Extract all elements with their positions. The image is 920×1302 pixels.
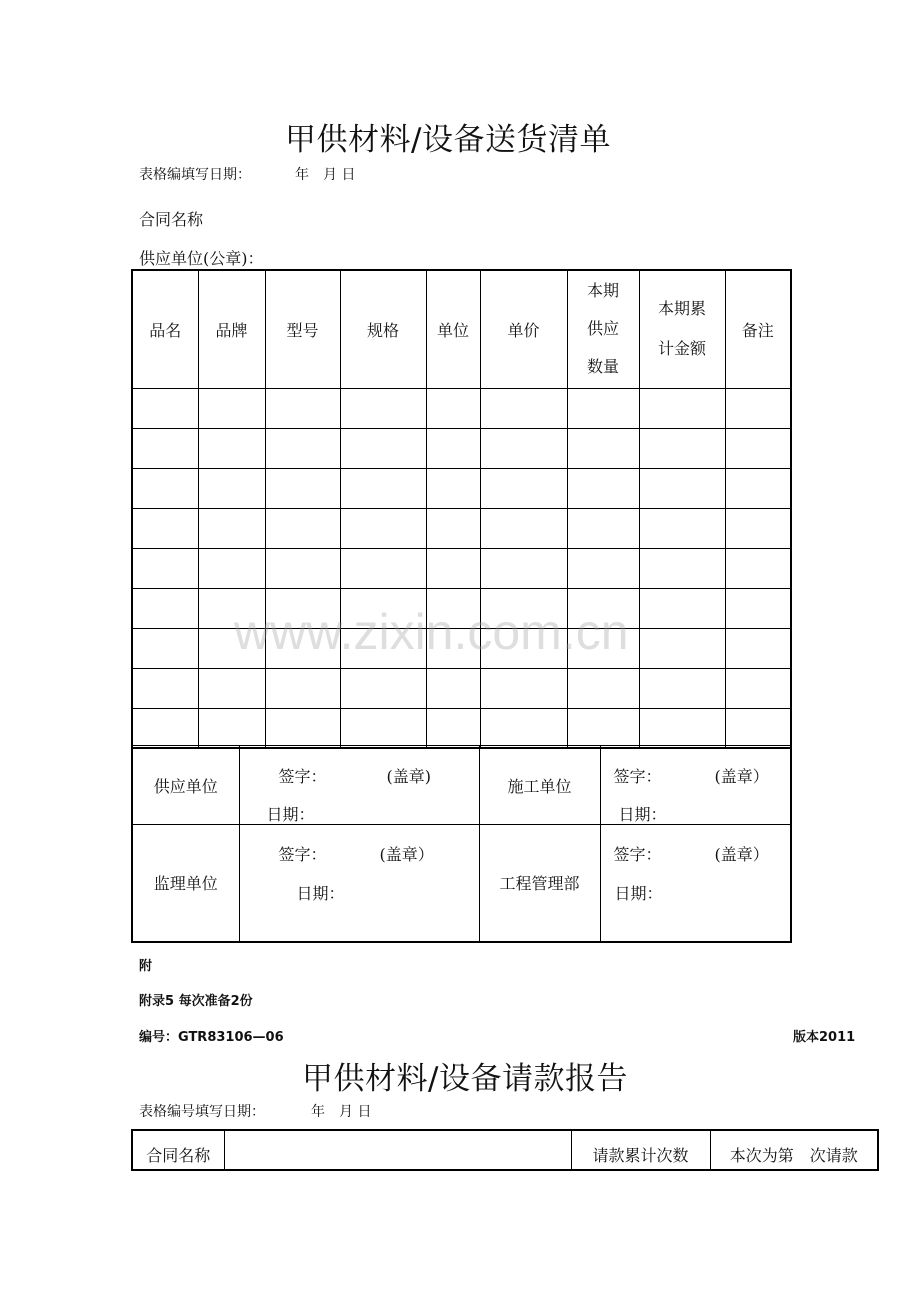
table-cell[interactable] <box>340 468 426 508</box>
form1-supplier-label: 供应单位(公章)： <box>139 249 264 268</box>
table-cell[interactable] <box>132 548 198 588</box>
delivery-list-table <box>131 269 792 749</box>
table-cell[interactable] <box>198 428 265 468</box>
table-cell[interactable] <box>639 508 725 548</box>
table-cell[interactable] <box>265 708 340 748</box>
table-cell[interactable] <box>639 668 725 708</box>
appendix-note: 附录5 每次准备2份 <box>139 994 253 1009</box>
table-cell[interactable] <box>340 388 426 428</box>
table-cell[interactable] <box>639 428 725 468</box>
date-label: 日期： <box>266 805 315 824</box>
table-row <box>132 588 791 628</box>
table-cell[interactable] <box>340 588 426 628</box>
form2-date-units: 年 月 日 <box>311 1104 372 1120</box>
table-cell[interactable] <box>198 548 265 588</box>
table-cell[interactable] <box>639 548 725 588</box>
table-cell[interactable] <box>265 388 340 428</box>
header-spec: 规格 <box>340 270 426 388</box>
table-cell[interactable] <box>725 548 791 588</box>
table-cell[interactable] <box>340 428 426 468</box>
table-cell[interactable] <box>198 628 265 668</box>
table-row <box>132 508 791 548</box>
table-cell[interactable] <box>340 708 426 748</box>
header-remarks: 备注 <box>725 270 791 388</box>
watermark: www.zixin.com.cn <box>234 604 629 660</box>
table-cell[interactable] <box>198 508 265 548</box>
header-model: 型号 <box>265 270 340 388</box>
table-cell[interactable] <box>132 588 198 628</box>
table-cell[interactable] <box>198 668 265 708</box>
table-cell[interactable] <box>265 428 340 468</box>
table-cell[interactable] <box>265 628 340 668</box>
table-cell[interactable] <box>567 508 639 548</box>
table-cell[interactable] <box>132 468 198 508</box>
header-unit: 单位 <box>426 270 480 388</box>
table-cell[interactable] <box>725 468 791 508</box>
table-cell[interactable] <box>426 468 480 508</box>
table-cell[interactable] <box>198 388 265 428</box>
table-cell[interactable] <box>132 508 198 548</box>
table-cell[interactable] <box>340 668 426 708</box>
table-cell[interactable] <box>567 428 639 468</box>
table-cell[interactable] <box>639 708 725 748</box>
table-cell[interactable] <box>265 508 340 548</box>
header-supply-qty: 本期 供应 数量 <box>567 270 639 388</box>
table-cell[interactable] <box>725 428 791 468</box>
form-version: 版本2011 <box>793 1030 856 1045</box>
table-cell[interactable] <box>426 668 480 708</box>
table-cell[interactable] <box>426 508 480 548</box>
seal-label: (盖章） <box>714 845 769 864</box>
supervision-sign-cell <box>239 825 479 942</box>
table-cell[interactable] <box>480 388 567 428</box>
table-cell[interactable] <box>265 548 340 588</box>
header-unit-price: 单价 <box>480 270 567 388</box>
form1-fill-date-label: 表格编填写日期： <box>139 167 251 183</box>
supplier-sign-cell <box>239 746 479 825</box>
table-cell[interactable] <box>725 508 791 548</box>
table-cell[interactable] <box>265 668 340 708</box>
supervision-unit-label: 监理单位 <box>132 825 239 942</box>
table-row <box>132 548 791 588</box>
contract-name-label: 合同名称 <box>132 1130 224 1170</box>
seal-label: (盖章) <box>386 767 431 786</box>
table-cell[interactable] <box>639 388 725 428</box>
table-cell[interactable] <box>426 628 480 668</box>
appendix-attach: 附 <box>139 959 153 974</box>
header-cum-amount: 本期累 计金额 <box>639 270 725 388</box>
table-cell[interactable] <box>132 668 198 708</box>
sign-label: 签字： <box>278 845 327 864</box>
table-cell[interactable] <box>725 708 791 748</box>
table-cell[interactable] <box>426 388 480 428</box>
table-cell[interactable] <box>265 468 340 508</box>
table-cell[interactable] <box>132 388 198 428</box>
form1-title: 甲供材料/设备送货清单 <box>285 122 611 158</box>
table-cell[interactable] <box>132 428 198 468</box>
table-cell[interactable] <box>480 428 567 468</box>
table-cell[interactable] <box>198 588 265 628</box>
table-cell[interactable] <box>480 668 567 708</box>
table-cell[interactable] <box>198 468 265 508</box>
table-row <box>132 428 791 468</box>
table-cell[interactable] <box>480 588 567 628</box>
table-cell[interactable] <box>132 708 198 748</box>
table-row <box>132 668 791 708</box>
contract-name-value[interactable] <box>224 1130 571 1170</box>
table-header-row <box>132 270 791 388</box>
form1-contract-name-label: 合同名称 <box>139 210 204 229</box>
date-label: 日期： <box>614 884 663 903</box>
table-cell[interactable] <box>426 708 480 748</box>
table-cell[interactable] <box>480 708 567 748</box>
header-brand: 品牌 <box>198 270 265 388</box>
table-cell[interactable] <box>426 428 480 468</box>
table-row <box>132 628 791 668</box>
table-cell[interactable] <box>639 628 725 668</box>
seal-label: (盖章） <box>714 767 769 786</box>
form2-fill-date-label: 表格编号填写日期： <box>139 1104 265 1120</box>
table-cell[interactable] <box>567 388 639 428</box>
engineering-dept-label: 工程管理部 <box>479 825 600 942</box>
table-cell[interactable] <box>567 548 639 588</box>
seal-label: (盖章） <box>379 845 434 864</box>
table-cell[interactable] <box>639 468 725 508</box>
this-time-label: 本次为第 次请款 <box>710 1130 878 1170</box>
signature-table <box>131 745 792 943</box>
table-cell[interactable] <box>340 508 426 548</box>
table-cell[interactable] <box>639 588 725 628</box>
table-cell[interactable] <box>567 708 639 748</box>
table-cell[interactable] <box>480 508 567 548</box>
date-label: 日期： <box>618 805 667 824</box>
table-cell[interactable] <box>265 588 340 628</box>
table-cell[interactable] <box>198 708 265 748</box>
table-row <box>132 388 791 428</box>
construction-unit-label: 施工单位 <box>479 746 600 825</box>
table-cell[interactable] <box>426 588 480 628</box>
table-cell[interactable] <box>567 588 639 628</box>
engineering-sign-cell <box>600 825 791 942</box>
table-cell[interactable] <box>567 668 639 708</box>
form1-date-units: 年 月 日 <box>295 167 356 183</box>
form2-title: 甲供材料/设备请款报告 <box>302 1061 628 1097</box>
table-cell[interactable] <box>426 548 480 588</box>
table-cell[interactable] <box>725 628 791 668</box>
payment-request-table <box>131 1129 879 1171</box>
table-cell[interactable] <box>725 668 791 708</box>
supplier-unit-label: 供应单位 <box>132 746 239 825</box>
sign-label: 签字： <box>613 767 662 786</box>
table-cell[interactable] <box>480 468 567 508</box>
request-count-label: 请款累计次数 <box>571 1130 710 1170</box>
date-label: 日期： <box>296 884 345 903</box>
table-cell[interactable] <box>725 588 791 628</box>
table-row <box>132 708 791 748</box>
table-row <box>132 468 791 508</box>
sign-label: 签字： <box>278 767 327 786</box>
header-product-name: 品名 <box>132 270 198 388</box>
table-cell[interactable] <box>132 628 198 668</box>
table-cell[interactable] <box>480 548 567 588</box>
table-cell[interactable] <box>340 548 426 588</box>
table-cell[interactable] <box>340 628 426 668</box>
construction-sign-cell <box>600 746 791 825</box>
sign-label: 签字： <box>613 845 662 864</box>
table-cell[interactable] <box>567 468 639 508</box>
form-code: 编号：GTR83106—06 <box>139 1030 284 1045</box>
table-cell[interactable] <box>725 388 791 428</box>
table-cell[interactable] <box>567 628 639 668</box>
table-cell[interactable] <box>480 628 567 668</box>
